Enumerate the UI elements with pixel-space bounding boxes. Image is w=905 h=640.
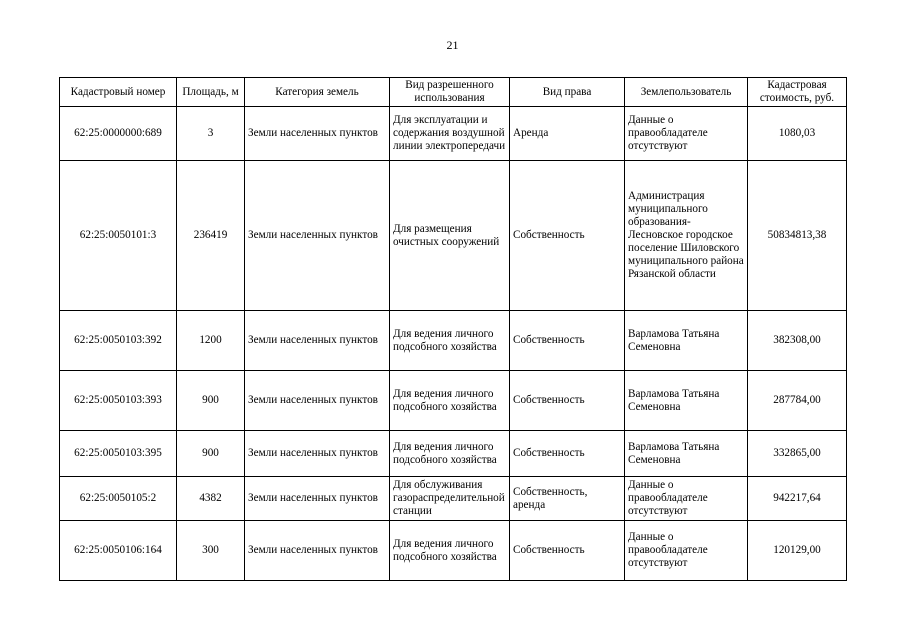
page-number: 21 — [446, 38, 459, 52]
cell-right-type: Собственность — [510, 161, 625, 311]
table-row — [60, 477, 847, 521]
cell-cadastral-cost: 942217,64 — [748, 477, 847, 521]
cell-land-category: Земли населенных пунктов — [245, 521, 390, 581]
cell-cadastral-cost: 332865,00 — [748, 431, 847, 477]
table-row — [60, 311, 847, 371]
cell-right-type: Аренда — [510, 107, 625, 161]
cell-permitted-use: Для размещения очистных сооружений — [390, 161, 510, 311]
cell-land-user: Варламова Татьяна Семеновна — [625, 371, 748, 431]
header-permitted-use: Вид разрешенного использования — [390, 78, 510, 107]
cell-cadastral-cost: 120129,00 — [748, 521, 847, 581]
cell-area: 1200 — [177, 311, 245, 371]
cell-permitted-use: Для ведения личного подсобного хозяйства — [390, 371, 510, 431]
cadastre-table — [59, 77, 847, 581]
cell-right-type: Собственность — [510, 431, 625, 477]
cell-cadastral-number: 62:25:0050106:164 — [60, 521, 177, 581]
cell-cadastral-number: 62:25:0050105:2 — [60, 477, 177, 521]
cell-cadastral-number: 62:25:0050103:395 — [60, 431, 177, 477]
cell-cadastral-number: 62:25:0000000:689 — [60, 107, 177, 161]
table-header-row — [60, 78, 847, 107]
cell-permitted-use: Для ведения личного подсобного хозяйства — [390, 521, 510, 581]
cell-right-type: Собственность — [510, 371, 625, 431]
cell-permitted-use: Для обслуживания газораспределительной станции — [390, 477, 510, 521]
table-row — [60, 521, 847, 581]
table-row — [60, 161, 847, 311]
cell-land-category: Земли населенных пунктов — [245, 107, 390, 161]
cell-cadastral-cost: 382308,00 — [748, 311, 847, 371]
cell-permitted-use: Для эксплуатации и содержания воздушной линии электропередачи — [390, 107, 510, 161]
cell-right-type: Собственность — [510, 311, 625, 371]
cell-right-type: Собственность — [510, 521, 625, 581]
cell-area: 900 — [177, 431, 245, 477]
table-row — [60, 431, 847, 477]
cell-area: 900 — [177, 371, 245, 431]
header-cadastral-number: Кадастровый номер — [60, 78, 177, 107]
header-cadastral-cost: Кадастровая стоимость, руб. — [748, 78, 847, 107]
cell-cadastral-cost: 1080,03 — [748, 107, 847, 161]
cell-cadastral-number: 62:25:0050103:392 — [60, 311, 177, 371]
cell-land-category: Земли населенных пунктов — [245, 311, 390, 371]
cell-land-user: Варламова Татьяна Семеновна — [625, 431, 748, 477]
cell-land-user: Администрация муниципального образования-Лесновское городское поселение Шиловского муниципального района Рязанской области — [625, 161, 748, 311]
cell-land-category: Земли населенных пунктов — [245, 371, 390, 431]
header-land-user: Землепользователь — [625, 78, 748, 107]
cell-land-category: Земли населенных пунктов — [245, 161, 390, 311]
cell-land-category: Земли населенных пунктов — [245, 477, 390, 521]
cell-land-user: Данные о правообладателе отсутствуют — [625, 521, 748, 581]
cell-area: 3 — [177, 107, 245, 161]
cell-area: 4382 — [177, 477, 245, 521]
cell-area: 236419 — [177, 161, 245, 311]
cell-land-category: Земли населенных пунктов — [245, 431, 390, 477]
cell-area: 300 — [177, 521, 245, 581]
cell-cadastral-number: 62:25:0050103:393 — [60, 371, 177, 431]
cell-cadastral-cost: 50834813,38 — [748, 161, 847, 311]
cell-land-user: Данные о правообладателе отсутствуют — [625, 477, 748, 521]
cell-cadastral-cost: 287784,00 — [748, 371, 847, 431]
cell-cadastral-number: 62:25:0050101:3 — [60, 161, 177, 311]
cell-right-type: Собственность, аренда — [510, 477, 625, 521]
cell-permitted-use: Для ведения личного подсобного хозяйства — [390, 431, 510, 477]
table-row — [60, 107, 847, 161]
table-row — [60, 371, 847, 431]
cell-land-user: Варламова Татьяна Семеновна — [625, 311, 748, 371]
header-land-category: Категория земель — [245, 78, 390, 107]
header-area: Площадь, м — [177, 78, 245, 107]
cell-permitted-use: Для ведения личного подсобного хозяйства — [390, 311, 510, 371]
header-right-type: Вид права — [510, 78, 625, 107]
cell-land-user: Данные о правообладателе отсутствуют — [625, 107, 748, 161]
